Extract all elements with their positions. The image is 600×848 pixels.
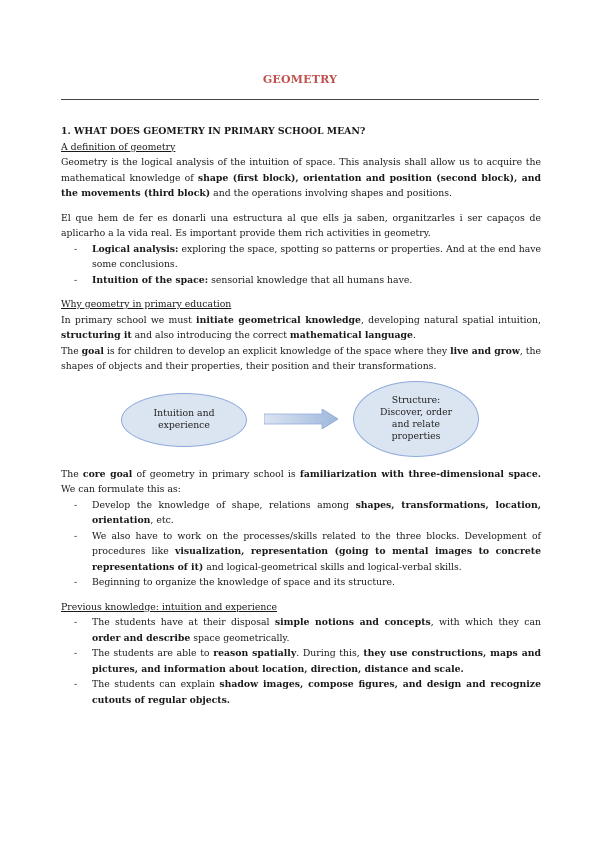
paragraph-core-goal xyxy=(61,467,541,498)
list-item xyxy=(92,498,541,529)
bold-run: visualization, representation (going to mental images to concrete representations of it) xyxy=(92,546,541,573)
bold-run: reason spatially xyxy=(213,648,297,659)
text-run: The xyxy=(61,468,83,480)
bold-run: they use constructions, maps and pictures, and information about location, direction, distance and scale. xyxy=(92,648,541,675)
text-run: The students can explain xyxy=(92,679,220,690)
text-run: , developing natural spatial intuition, xyxy=(360,314,542,326)
ellipse-structure xyxy=(353,381,479,457)
text-run: The xyxy=(61,345,82,357)
bold-run: shapes, transformations, location, orientation xyxy=(92,499,542,526)
bold-run: order and describe xyxy=(92,632,191,644)
text-run: Geometry is the logical analysis of the intuition of space. This analysis shall allow us to acquire the mathematical knowledge of xyxy=(61,157,541,184)
paragraph-initiate xyxy=(61,313,541,344)
text-run: In primary school we must xyxy=(61,314,197,326)
text-run: Beginning to organize the knowledge of space and its structure. xyxy=(92,577,395,588)
text-run: and logical-geometrical skills and logical-verbal skills. xyxy=(203,561,462,573)
text-run: . xyxy=(412,330,416,341)
right-arrow-icon xyxy=(264,409,338,429)
list-item xyxy=(92,615,541,646)
text-run: is for children to develop an explicit knowledge of the space where they xyxy=(103,345,451,357)
bold-run: shadow images, compose figures, and design and recognize cutouts of regular objects. xyxy=(92,679,541,706)
list-item xyxy=(92,529,541,576)
text-run: . During this, xyxy=(296,648,364,659)
bold-run: live and grow xyxy=(450,345,520,357)
paragraph-definition xyxy=(61,155,541,202)
text-run: The students have at their disposal xyxy=(92,617,275,628)
list-item xyxy=(92,242,541,273)
ellipse-label: Structure: xyxy=(391,394,441,406)
text-run: Develop the knowledge of shape, relations among xyxy=(92,499,356,511)
text-run: The students are able to xyxy=(92,648,214,659)
bold-run: initiate geometrical knowledge xyxy=(196,314,361,326)
document-title: GEOMETRY xyxy=(262,73,338,86)
text-run: of geometry in primary school is xyxy=(132,468,300,480)
paragraph-goal xyxy=(61,344,541,375)
ellipse-label: Intuition and experience xyxy=(153,407,215,431)
text-run: exploring the space, spotting so patterns or properties. And at the end have some conclusions. xyxy=(92,243,541,270)
bold-run: familiarization with three-dimensional space. xyxy=(299,468,541,480)
bold-run: core goal xyxy=(82,468,133,480)
list-analysis xyxy=(61,242,541,289)
bold-run: mathematical language xyxy=(289,330,413,341)
text-run: and the operations involving shapes and positions. xyxy=(210,188,452,199)
subheading-definition: A definition of geometry xyxy=(61,141,176,153)
bold-run: Logical analysis: xyxy=(92,243,179,255)
text-run: We also have to work on the processes/skills related to the three blocks. Development of procedures like xyxy=(92,530,541,557)
title-divider xyxy=(61,99,539,100)
ellipse-label: properties xyxy=(391,430,441,442)
document-body xyxy=(61,124,541,708)
list-item xyxy=(92,575,541,591)
text-run: We can formulate this as: xyxy=(61,484,181,495)
bold-run: Intuition of the space: xyxy=(92,274,209,286)
bold-run: shape (first block), orientation and position (second block), and the movements (third block) xyxy=(61,172,541,199)
bold-run: goal xyxy=(81,345,104,357)
text-run: sensorial knowledge that all humans have. xyxy=(208,274,413,286)
text-run: , the shapes of objects and their properties, their position and their transformations. xyxy=(61,345,541,372)
text-run: , etc. xyxy=(150,515,174,526)
paragraph-catalan: El que hem de fer es donarli una estructura al que ells ja saben, organitzarles i ser capaços de aplicarho a la vida real. Es important provide them rich activities in geometry. xyxy=(61,212,541,239)
ellipse-intuition xyxy=(121,393,247,447)
text-run: and also introducing the correct xyxy=(131,330,290,341)
ellipse-label: Discover, order xyxy=(379,406,453,418)
section-heading: 1. WHAT DOES GEOMETRY IN PRIMARY SCHOOL MEAN? xyxy=(61,126,366,137)
list-previous xyxy=(61,615,541,708)
bold-run: structuring it xyxy=(61,330,132,341)
list-item xyxy=(92,646,541,677)
ellipse-label: and relate xyxy=(391,418,441,430)
text-run: , with which they can xyxy=(430,617,541,628)
subheading-why: Why geometry in primary education xyxy=(61,299,232,310)
list-item xyxy=(92,273,541,289)
subheading-previous: Previous knowledge: intuition and experience xyxy=(61,601,278,613)
bold-run: simple notions and concepts xyxy=(274,617,431,628)
list-item xyxy=(92,677,541,708)
text-run: space geometrically. xyxy=(190,632,290,644)
flow-diagram xyxy=(61,381,541,457)
list-core-goal xyxy=(61,498,541,591)
